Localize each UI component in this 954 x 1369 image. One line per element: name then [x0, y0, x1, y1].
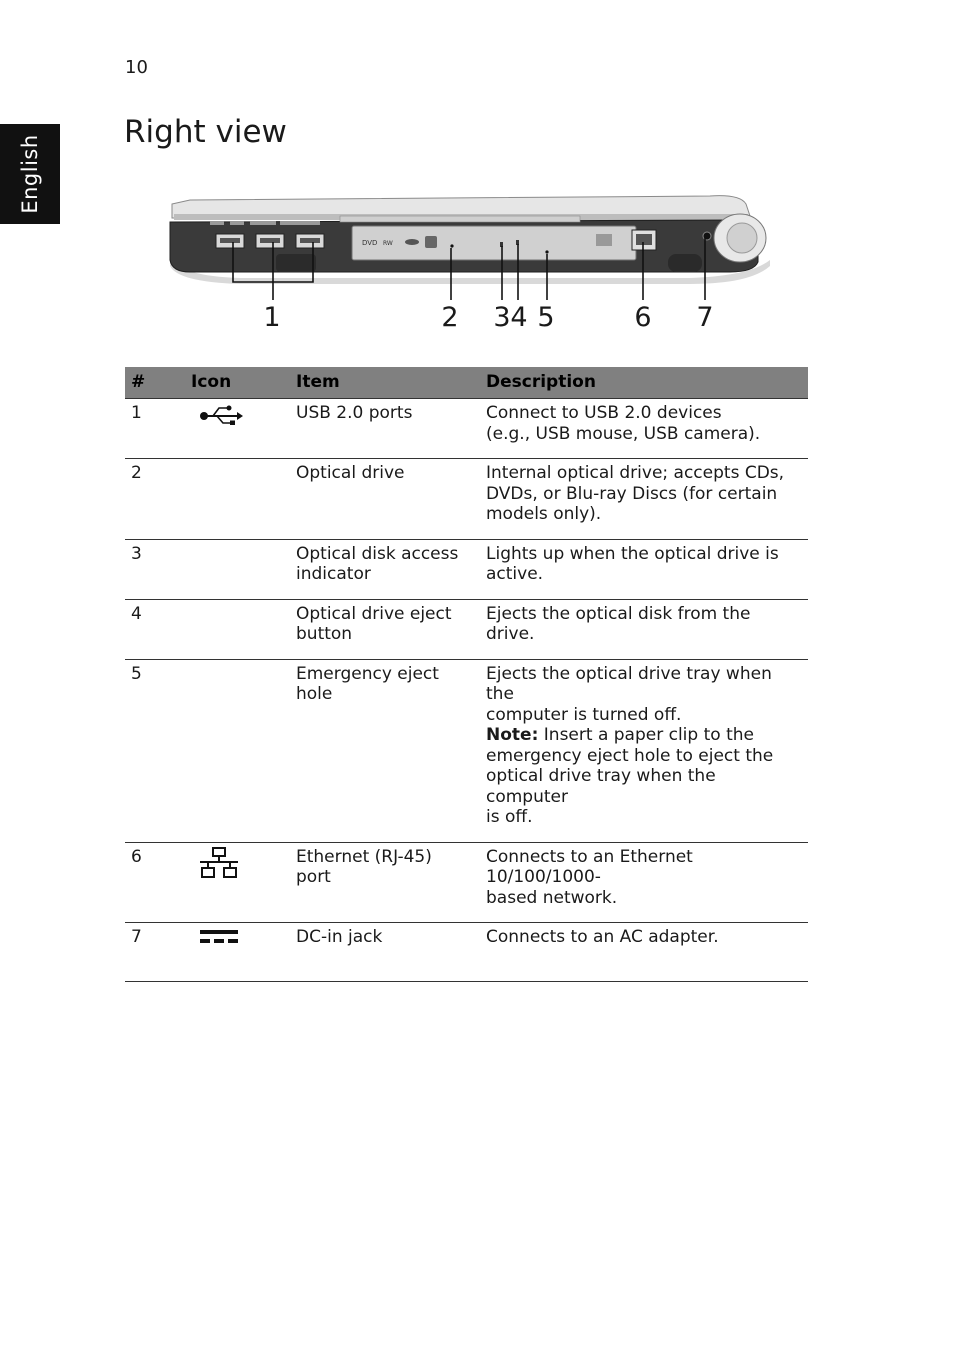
ethernet-icon [199, 847, 239, 879]
page-number: 10 [125, 57, 148, 78]
row-icon [185, 842, 290, 923]
item-line: Emergency eject [296, 663, 439, 684]
item-line: button [296, 624, 353, 644]
row-item: DC-in jack [290, 923, 480, 982]
description-line: computer is turned off. [486, 704, 682, 725]
callout-1: 1 [263, 302, 281, 333]
row-icon [185, 659, 290, 842]
row-number: 4 [125, 599, 185, 659]
callout-5: 5 [537, 302, 555, 333]
item-line: hole [296, 684, 333, 704]
note-text: Insert a paper clip to the [538, 725, 754, 745]
description-line: Connect to USB 2.0 devices [486, 403, 722, 423]
row-description [480, 399, 808, 459]
header-item: Item [290, 367, 480, 399]
description-line: Ejects the optical drive tray when the [486, 663, 772, 704]
table-row [125, 539, 808, 599]
row-number: 6 [125, 842, 185, 923]
table-row [125, 459, 808, 540]
description-line: based network. [486, 887, 618, 908]
description-line: Connects to an AC adapter. [486, 927, 719, 947]
table-row [125, 842, 808, 923]
row-item [290, 539, 480, 599]
note-line: is off. [486, 807, 533, 827]
drive-logo-dvd: DVD [362, 239, 378, 247]
row-description [480, 842, 808, 923]
row-number: 1 [125, 399, 185, 459]
description-line: models only). [486, 504, 602, 524]
row-description [480, 599, 808, 659]
table-row [125, 399, 808, 459]
description-line: (e.g., USB mouse, USB camera). [486, 423, 761, 444]
row-icon [185, 599, 290, 659]
callout-6: 6 [634, 302, 652, 333]
row-icon [185, 539, 290, 599]
callout-4: 4 [510, 302, 528, 333]
row-number: 7 [125, 923, 185, 982]
laptop-right-side-figure [150, 180, 790, 350]
row-description [480, 539, 808, 599]
language-tab [0, 124, 60, 224]
header-description: Description [480, 367, 808, 399]
description-line: Connects to an Ethernet 10/100/1000- [486, 846, 693, 887]
callout-7: 7 [696, 302, 714, 333]
header-number: # [125, 367, 185, 399]
row-description [480, 459, 808, 540]
usb-icon [199, 403, 243, 425]
row-item [290, 659, 480, 842]
table-row [125, 599, 808, 659]
note-line: optical drive tray when the computer [486, 766, 716, 807]
table-row [125, 659, 808, 842]
row-item [290, 842, 480, 923]
language-tab-label: English [18, 134, 42, 214]
item-line: Optical drive eject [296, 603, 452, 624]
description-line: Lights up when the optical drive is [486, 543, 779, 564]
table-header-row [125, 367, 808, 399]
description-line: Ejects the optical disk from the drive. [486, 603, 751, 644]
row-number: 3 [125, 539, 185, 599]
item-line: indicator [296, 564, 371, 584]
ports-table [125, 367, 808, 982]
description-line: active. [486, 564, 544, 584]
row-icon [185, 399, 290, 459]
item-line: port [296, 867, 331, 887]
row-item: USB 2.0 ports [290, 399, 480, 459]
laptop-illustration [150, 180, 790, 300]
note-line: emergency eject hole to eject the [486, 745, 774, 766]
row-number: 5 [125, 659, 185, 842]
table-row [125, 923, 808, 982]
item-line: Ethernet (RJ-45) [296, 846, 432, 867]
item-line: Optical disk access [296, 543, 459, 564]
dc-in-icon [199, 927, 239, 947]
callout-3: 3 [493, 302, 511, 333]
drive-logo-rw: RW [383, 240, 393, 247]
description-line: DVDs, or Blu-ray Discs (for certain [486, 483, 778, 504]
header-icon: Icon [185, 367, 290, 399]
row-icon [185, 923, 290, 982]
row-number: 2 [125, 459, 185, 540]
row-description [480, 923, 808, 982]
row-item: Optical drive [290, 459, 480, 540]
callout-2: 2 [441, 302, 459, 333]
section-title: Right view [124, 114, 287, 150]
note-line [486, 725, 802, 746]
row-item [290, 599, 480, 659]
description-line: Internal optical drive; accepts CDs, [486, 463, 785, 483]
row-icon [185, 459, 290, 540]
row-description [480, 659, 808, 842]
note-label: Note: [486, 725, 539, 745]
